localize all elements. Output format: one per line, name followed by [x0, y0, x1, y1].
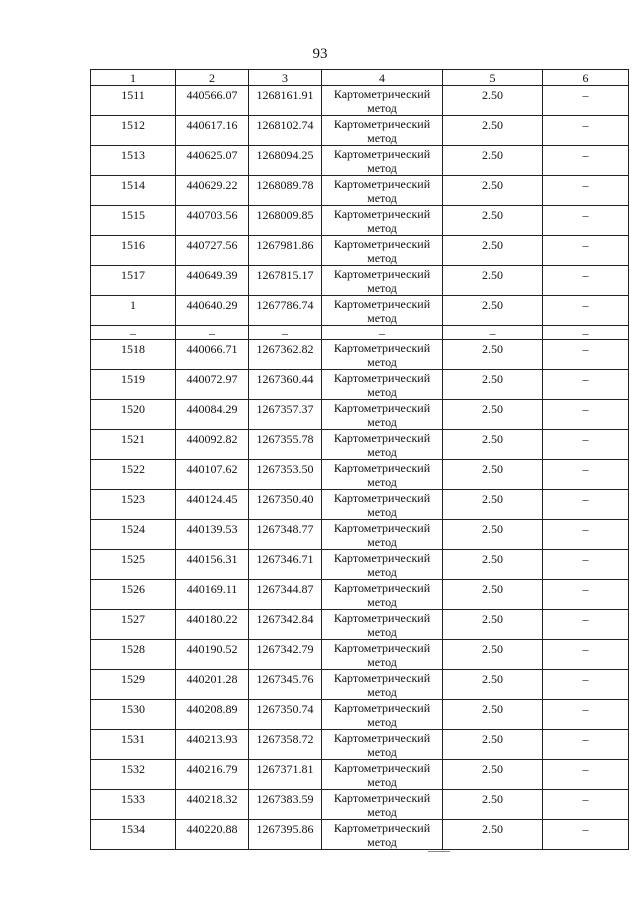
page-bottom-mark [428, 851, 450, 852]
method-cell [322, 400, 443, 430]
method-cell [322, 430, 443, 460]
method-line-1: Картометрический [333, 581, 431, 595]
table-header [91, 70, 629, 86]
point-number-cell: 1512 [91, 116, 176, 146]
y-coordinate-cell: 1267786.74 [249, 296, 322, 326]
point-number-cell: 1526 [91, 580, 176, 610]
method-line-2: метод [367, 385, 397, 399]
accuracy-cell: 2.50 [443, 430, 543, 460]
method-line-1: Картометрический [333, 821, 431, 835]
y-coordinate-cell: 1267357.37 [249, 400, 322, 430]
y-coordinate-cell: 1268161.91 [249, 86, 322, 116]
accuracy-cell: 2.50 [443, 340, 543, 370]
table-row [91, 760, 629, 790]
y-coordinate-cell: 1267371.81 [249, 760, 322, 790]
y-coordinate-cell: 1267355.78 [249, 430, 322, 460]
accuracy-cell: 2.50 [443, 176, 543, 206]
accuracy-cell: 2.50 [443, 296, 543, 326]
accuracy-cell: 2.50 [443, 520, 543, 550]
accuracy-cell: 2.50 [443, 820, 543, 850]
point-number-cell: 1522 [91, 460, 176, 490]
header-row [91, 70, 629, 86]
x-coordinate-cell: – [176, 326, 249, 340]
x-coordinate-cell: 440727.56 [176, 236, 249, 266]
method-cell: – [322, 326, 443, 340]
method-line-1: Картометрический [333, 491, 431, 505]
method-line-2: метод [367, 191, 397, 205]
table-row [91, 730, 629, 760]
point-number-cell: 1528 [91, 640, 176, 670]
point-number-cell: 1520 [91, 400, 176, 430]
method-cell [322, 86, 443, 116]
method-line-1: Картометрический [333, 791, 431, 805]
point-number-cell: 1518 [91, 340, 176, 370]
method-line-1: Картометрический [333, 371, 431, 385]
method-cell [322, 580, 443, 610]
y-coordinate-cell: 1267383.59 [249, 790, 322, 820]
point-number-cell: 1525 [91, 550, 176, 580]
method-line-1: Картометрический [333, 177, 431, 191]
method-cell [322, 460, 443, 490]
y-coordinate-cell: 1268094.25 [249, 146, 322, 176]
point-number-cell: 1516 [91, 236, 176, 266]
method-cell [322, 296, 443, 326]
accuracy-cell: 2.50 [443, 760, 543, 790]
method-line-2: метод [367, 251, 397, 265]
table-row [91, 670, 629, 700]
table-body [91, 86, 629, 850]
x-coordinate-cell: 440190.52 [176, 640, 249, 670]
method-cell [322, 266, 443, 296]
note-cell: – [543, 580, 629, 610]
method-line-1: Картометрический [333, 761, 431, 775]
note-cell: – [543, 610, 629, 640]
method-cell [322, 176, 443, 206]
method-cell [322, 760, 443, 790]
accuracy-cell: 2.50 [443, 730, 543, 760]
method-line-2: метод [367, 281, 397, 295]
y-coordinate-cell: 1267362.82 [249, 340, 322, 370]
x-coordinate-cell: 440092.82 [176, 430, 249, 460]
point-number-cell: 1513 [91, 146, 176, 176]
method-line-2: метод [367, 415, 397, 429]
x-coordinate-cell: 440213.93 [176, 730, 249, 760]
point-number-cell: 1519 [91, 370, 176, 400]
accuracy-cell: 2.50 [443, 116, 543, 146]
table-row [91, 490, 629, 520]
accuracy-cell: 2.50 [443, 790, 543, 820]
method-cell [322, 340, 443, 370]
x-coordinate-cell: 440566.07 [176, 86, 249, 116]
method-line-1: Картометрический [333, 147, 431, 161]
table-row [91, 116, 629, 146]
x-coordinate-cell: 440208.89 [176, 700, 249, 730]
method-line-2: метод [367, 101, 397, 115]
note-cell: – [543, 206, 629, 236]
x-coordinate-cell: 440072.97 [176, 370, 249, 400]
x-coordinate-cell: 440629.22 [176, 176, 249, 206]
method-line-2: метод [367, 535, 397, 549]
y-coordinate-cell: 1267395.86 [249, 820, 322, 850]
x-coordinate-cell: 440124.45 [176, 490, 249, 520]
table-row [91, 86, 629, 116]
note-cell: – [543, 430, 629, 460]
note-cell: – [543, 490, 629, 520]
x-coordinate-cell: 440216.79 [176, 760, 249, 790]
point-number-cell: 1531 [91, 730, 176, 760]
table-row [91, 236, 629, 266]
method-line-2: метод [367, 805, 397, 819]
y-coordinate-cell: 1267345.76 [249, 670, 322, 700]
y-coordinate-cell: 1267350.74 [249, 700, 322, 730]
table-row [91, 460, 629, 490]
method-cell [322, 610, 443, 640]
method-cell [322, 520, 443, 550]
note-cell: – [543, 236, 629, 266]
y-coordinate-cell: 1267342.84 [249, 610, 322, 640]
x-coordinate-cell: 440169.11 [176, 580, 249, 610]
note-cell: – [543, 820, 629, 850]
method-cell [322, 790, 443, 820]
method-line-1: Картометрический [333, 521, 431, 535]
y-coordinate-cell: 1267342.79 [249, 640, 322, 670]
method-line-2: метод [367, 475, 397, 489]
header-col-6: 6 [543, 70, 629, 86]
method-line-1: Картометрический [333, 671, 431, 685]
method-line-1: Картометрический [333, 401, 431, 415]
method-cell [322, 206, 443, 236]
point-number-cell: – [91, 326, 176, 340]
note-cell: – [543, 730, 629, 760]
table-row [91, 206, 629, 236]
accuracy-cell: 2.50 [443, 490, 543, 520]
y-coordinate-cell: 1267353.50 [249, 460, 322, 490]
x-coordinate-cell: 440640.29 [176, 296, 249, 326]
point-number-cell: 1533 [91, 790, 176, 820]
y-coordinate-cell: 1268102.74 [249, 116, 322, 146]
point-number-cell: 1521 [91, 430, 176, 460]
accuracy-cell: 2.50 [443, 700, 543, 730]
table-row [91, 176, 629, 206]
point-number-cell: 1514 [91, 176, 176, 206]
y-coordinate-cell: 1267348.77 [249, 520, 322, 550]
note-cell: – [543, 370, 629, 400]
header-col-3: 3 [249, 70, 322, 86]
method-cell [322, 236, 443, 266]
method-cell [322, 820, 443, 850]
x-coordinate-cell: 440180.22 [176, 610, 249, 640]
table-row [91, 700, 629, 730]
table-row [91, 400, 629, 430]
method-line-1: Картометрический [333, 237, 431, 251]
note-cell: – [543, 520, 629, 550]
table-row [91, 640, 629, 670]
x-coordinate-cell: 440703.56 [176, 206, 249, 236]
point-number-cell: 1524 [91, 520, 176, 550]
method-line-2: метод [367, 655, 397, 669]
accuracy-cell: 2.50 [443, 370, 543, 400]
method-line-1: Картометрический [333, 611, 431, 625]
accuracy-cell: 2.50 [443, 550, 543, 580]
x-coordinate-cell: 440649.39 [176, 266, 249, 296]
table-row [91, 266, 629, 296]
accuracy-cell: 2.50 [443, 460, 543, 490]
method-cell [322, 116, 443, 146]
note-cell: – [543, 176, 629, 206]
note-cell: – [543, 146, 629, 176]
accuracy-cell: 2.50 [443, 580, 543, 610]
accuracy-cell: 2.50 [443, 610, 543, 640]
point-number-cell: 1515 [91, 206, 176, 236]
y-coordinate-cell: 1268009.85 [249, 206, 322, 236]
accuracy-cell: 2.50 [443, 266, 543, 296]
point-number-cell: 1530 [91, 700, 176, 730]
point-number-cell: 1511 [91, 86, 176, 116]
accuracy-cell: 2.50 [443, 86, 543, 116]
method-line-1: Картометрический [333, 701, 431, 715]
table-row [91, 610, 629, 640]
method-line-1: Картометрический [333, 117, 431, 131]
x-coordinate-cell: 440218.32 [176, 790, 249, 820]
header-col-4: 4 [322, 70, 443, 86]
note-cell: – [543, 326, 629, 340]
x-coordinate-cell: 440625.07 [176, 146, 249, 176]
note-cell: – [543, 296, 629, 326]
method-cell [322, 700, 443, 730]
x-coordinate-cell: 440156.31 [176, 550, 249, 580]
point-number-cell: 1527 [91, 610, 176, 640]
method-line-2: метод [367, 221, 397, 235]
table-row [91, 520, 629, 550]
y-coordinate-cell: 1267358.72 [249, 730, 322, 760]
point-number-cell: 1523 [91, 490, 176, 520]
y-coordinate-cell: 1267360.44 [249, 370, 322, 400]
y-coordinate-cell: 1267346.71 [249, 550, 322, 580]
method-line-1: Картометрический [333, 731, 431, 745]
method-line-2: метод [367, 835, 397, 849]
method-line-1: Картометрический [333, 297, 431, 311]
note-cell: – [543, 550, 629, 580]
table-row [91, 790, 629, 820]
point-number-cell: 1 [91, 296, 176, 326]
note-cell: – [543, 86, 629, 116]
method-line-2: метод [367, 505, 397, 519]
method-line-2: метод [367, 445, 397, 459]
method-line-2: метод [367, 355, 397, 369]
method-cell [322, 146, 443, 176]
note-cell: – [543, 700, 629, 730]
method-line-2: метод [367, 565, 397, 579]
accuracy-cell: – [443, 326, 543, 340]
method-cell [322, 640, 443, 670]
y-coordinate-cell: 1267350.40 [249, 490, 322, 520]
method-line-1: Картометрический [333, 551, 431, 565]
method-line-1: Картометрический [333, 341, 431, 355]
method-line-2: метод [367, 625, 397, 639]
method-line-2: метод [367, 161, 397, 175]
y-coordinate-cell: – [249, 326, 322, 340]
table-row [91, 430, 629, 460]
method-line-1: Картометрический [333, 431, 431, 445]
method-line-1: Картометрический [333, 461, 431, 475]
note-cell: – [543, 790, 629, 820]
table-row [91, 146, 629, 176]
method-cell [322, 670, 443, 700]
point-number-cell: 1529 [91, 670, 176, 700]
x-coordinate-cell: 440107.62 [176, 460, 249, 490]
x-coordinate-cell: 440201.28 [176, 670, 249, 700]
y-coordinate-cell: 1267981.86 [249, 236, 322, 266]
method-line-1: Картометрический [333, 87, 431, 101]
method-cell [322, 490, 443, 520]
method-cell [322, 550, 443, 580]
point-number-cell: 1534 [91, 820, 176, 850]
method-cell [322, 370, 443, 400]
method-cell [322, 730, 443, 760]
table-row [91, 580, 629, 610]
note-cell: – [543, 340, 629, 370]
header-col-1: 1 [91, 70, 176, 86]
method-line-1: Картометрический [333, 641, 431, 655]
method-line-2: метод [367, 745, 397, 759]
note-cell: – [543, 670, 629, 700]
x-coordinate-cell: 440066.71 [176, 340, 249, 370]
note-cell: – [543, 460, 629, 490]
point-number-cell: 1517 [91, 266, 176, 296]
accuracy-cell: 2.50 [443, 670, 543, 700]
y-coordinate-cell: 1268089.78 [249, 176, 322, 206]
method-line-2: метод [367, 595, 397, 609]
method-line-1: Картометрический [333, 207, 431, 221]
method-line-2: метод [367, 311, 397, 325]
x-coordinate-cell: 440139.53 [176, 520, 249, 550]
note-cell: – [543, 116, 629, 146]
note-cell: – [543, 640, 629, 670]
method-line-2: метод [367, 131, 397, 145]
table-row [91, 370, 629, 400]
method-line-2: метод [367, 715, 397, 729]
table-row [91, 340, 629, 370]
table-row [91, 550, 629, 580]
accuracy-cell: 2.50 [443, 206, 543, 236]
y-coordinate-cell: 1267344.87 [249, 580, 322, 610]
header-col-5: 5 [443, 70, 543, 86]
note-cell: – [543, 760, 629, 790]
method-line-1: Картометрический [333, 267, 431, 281]
coordinates-table [90, 69, 629, 850]
accuracy-cell: 2.50 [443, 236, 543, 266]
x-coordinate-cell: 440084.29 [176, 400, 249, 430]
method-line-2: метод [367, 685, 397, 699]
x-coordinate-cell: 440220.88 [176, 820, 249, 850]
accuracy-cell: 2.50 [443, 146, 543, 176]
table-row [91, 820, 629, 850]
separator-row [91, 326, 629, 340]
accuracy-cell: 2.50 [443, 640, 543, 670]
accuracy-cell: 2.50 [443, 400, 543, 430]
table-row [91, 296, 629, 326]
x-coordinate-cell: 440617.16 [176, 116, 249, 146]
header-col-2: 2 [176, 70, 249, 86]
method-line-2: метод [367, 775, 397, 789]
note-cell: – [543, 400, 629, 430]
y-coordinate-cell: 1267815.17 [249, 266, 322, 296]
point-number-cell: 1532 [91, 760, 176, 790]
note-cell: – [543, 266, 629, 296]
page-number: 93 [312, 46, 328, 62]
